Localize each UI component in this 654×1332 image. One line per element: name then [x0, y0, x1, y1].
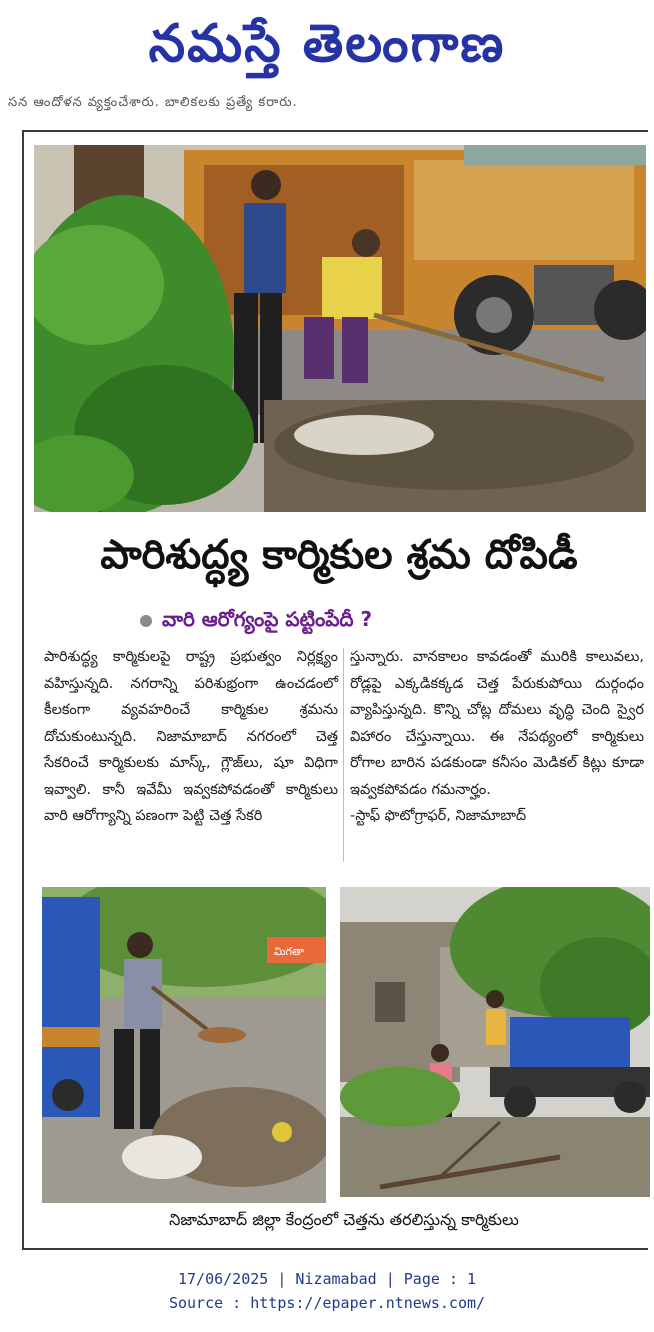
main-photo — [34, 145, 646, 512]
column-divider — [343, 648, 344, 862]
shop-sign: మిగతా — [274, 945, 305, 958]
bottom-right-illustration — [340, 887, 650, 1197]
article-subheadline — [140, 602, 560, 636]
article-headline: పారిశుద్ధ్య కార్మికుల శ్రమ దోపిడీ — [100, 532, 578, 578]
blue-truck — [42, 897, 100, 1117]
article-column-right — [350, 644, 644, 830]
photo-caption: నిజామాబాద్ జిల్లా కేంద్రంలో చెత్తను తరలిస్తున్న కార్మికులు — [169, 1210, 519, 1229]
footer-edition-info: 17/06/2025 | Nizamabad | Page : 1 — [177, 1270, 476, 1288]
article-column-left — [44, 644, 338, 830]
bullet-dot-icon — [140, 615, 152, 627]
bottom-right-photo — [340, 887, 650, 1197]
main-photo-illustration — [34, 145, 646, 512]
subheadline-text: వారి ఆరోగ్యంపై పట్టింపేదీ ? — [162, 607, 373, 631]
newspaper-masthead: నమస్తే తెలంగాణ — [148, 13, 506, 74]
article-body-right: స్తున్నారు. వానకాలం కావడంతో మురికి కాలువలు, రోడ్లపై ఎక్కడికక్కడ చెత్త పేరుకుపోయి దుర్గంధం వ్యాపిస్తున్నది. కొన్ని చోట్ల దోమలు వృద్ధి చెంది స్వైర విహారం చేస్తున్నాయి. ఈ నేపథ్యంలో కార్మికులు రోగాల బారిన పడకుండా కనీసం మెడికల్ కిట్లు కూడా ఇవ్వకపోవడం గమనార్హం. — [350, 649, 644, 798]
bottom-left-photo — [42, 887, 326, 1203]
article-body-left: పారిశుద్ధ్య కార్మికులపై రాష్ట్ర ప్రభుత్వం నిర్లక్ష్యం వహిస్తున్నది. నగరాన్ని పరిశుభ్రంగా ఉంచడంలో కీలకంగా వ్యవహరించే కార్మికుల శ్రమను దోచుకుంటున్నది. నిజామాబాద్ నగరంలో చెత్త సేకరించే కార్మికులకు మాస్క్, గ్లౌజ్‌లు, షూ విధిగా ఇవ్వాలి. కానీ ఇవేమీ ఇవ్వకపోవడంతో కార్మికులు వారి ఆరోగ్యాన్ని పణంగా పెట్టి చెత్త సేకరి — [44, 649, 338, 824]
photographer-credit: -స్టాఫ్ ఫొటోగ్రాఫర్, నిజామాబాద్ — [350, 808, 527, 824]
footer-source: Source : https://epaper.ntnews.com/ — [168, 1294, 486, 1312]
bottom-left-illustration — [42, 887, 326, 1203]
previous-article-strip: సన ఆందోళన వ్యక్తంచేశారు. బాలికలకు ప్రత్యే కరారు. — [8, 95, 298, 110]
